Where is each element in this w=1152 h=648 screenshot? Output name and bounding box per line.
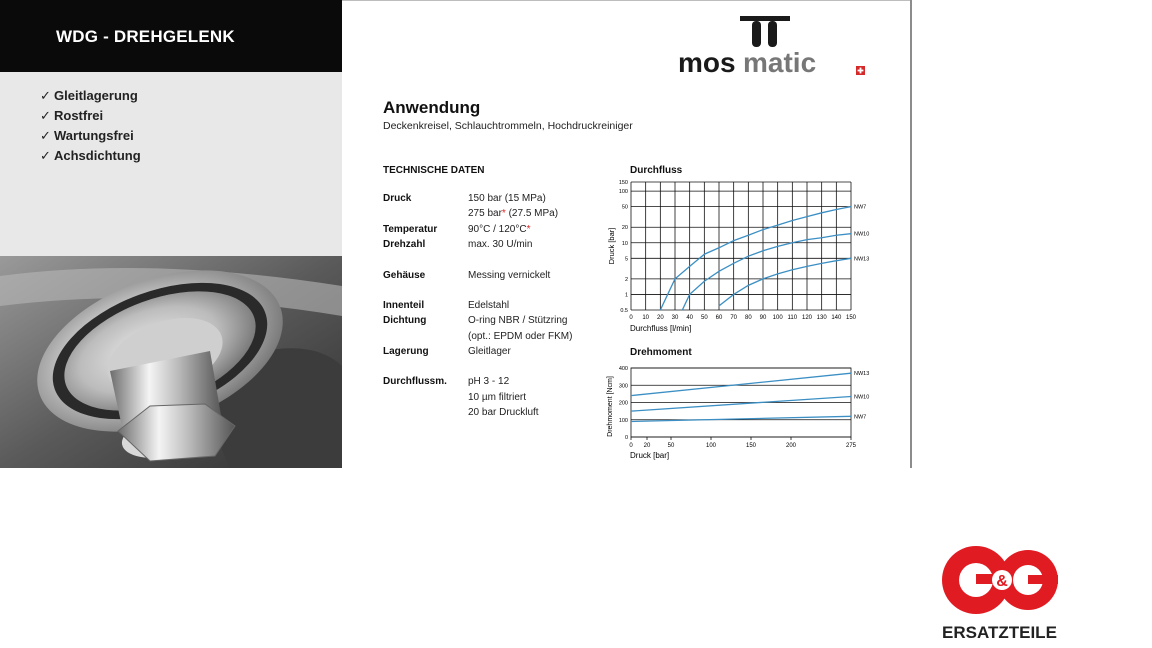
spec-value-durchfluss-1: pH 3 - 12: [468, 376, 510, 387]
sheet-top-border: [342, 0, 912, 1]
y-tick-label: 2: [624, 276, 628, 283]
y-tick-label: 100: [618, 189, 628, 196]
x-tick-label: 80: [744, 315, 752, 321]
spec-value-durchfluss-3: 20 bar Druckluft: [468, 407, 539, 418]
y-tick-label: 10: [621, 240, 628, 247]
x-tick-label: 130: [816, 315, 827, 321]
feature-item: [40, 126, 141, 146]
series-label: NW13: [854, 256, 870, 263]
spec-value-drehzahl: max. 30 U/min: [468, 239, 533, 250]
flow-chart-title: Durchfluss: [630, 165, 683, 176]
application-text: Deckenkreisel, Schlauchtrommeln, Hochdruckreiniger: [383, 120, 633, 132]
spec-label-lagerung: Lagerung: [383, 346, 429, 357]
x-tick-label: 110: [787, 315, 798, 321]
product-title-bar: [0, 0, 342, 72]
check-icon: ✓: [40, 128, 51, 143]
x-tick-label: 140: [831, 315, 842, 321]
check-icon: ✓: [40, 148, 51, 163]
x-tick-label: 30: [671, 315, 679, 321]
x-tick-label: 40: [686, 315, 694, 321]
sheet-right-border: [910, 0, 912, 468]
x-tick-label: 20: [656, 315, 664, 321]
x-tick-label: 150: [845, 315, 857, 321]
series-label: NW13: [854, 371, 870, 378]
x-tick-label: 20: [643, 443, 651, 449]
x-tick-label: 0: [629, 315, 633, 321]
mosmatic-logo: [676, 14, 866, 80]
gg-ampersand: &: [996, 573, 1008, 590]
feature-label: Rostfrei: [54, 108, 104, 123]
spec-label-durchfluss: Durchflussm.: [383, 376, 447, 387]
spec-value-druck-1: 150 bar (15 MPa): [468, 193, 546, 204]
x-tick-label: 50: [700, 315, 708, 321]
spec-value-dichtung-1: O-ring NBR / Stützring: [468, 315, 568, 326]
spec-label-temperatur: Temperatur: [383, 224, 438, 235]
x-axis-label: Durchfluss [l/min]: [630, 324, 692, 333]
spec-value-temperatur: 90°C / 120°C*: [468, 224, 531, 235]
y-tick-label: 50: [621, 204, 628, 211]
application-heading: Anwendung: [383, 98, 481, 117]
brand-name-dark: mos: [678, 47, 736, 78]
series-label: NW7: [854, 204, 867, 211]
y-tick-label: 20: [621, 225, 628, 232]
x-tick-label: 50: [667, 443, 675, 449]
y-tick-label: 400: [618, 366, 628, 372]
y-tick-label: 1: [624, 292, 628, 299]
check-icon: ✓: [40, 108, 51, 123]
gg-caption: ERSATZTEILE: [942, 623, 1057, 642]
series-line-nw13: [631, 373, 851, 395]
left-panel: [0, 0, 342, 256]
spec-value-druck-2: 275 bar* (27.5 MPa): [468, 208, 559, 219]
product-title: WDG - DREHGELENK: [56, 27, 235, 46]
series-line-nw13: [719, 258, 851, 306]
torque-chart: [600, 360, 880, 464]
feature-item: [40, 146, 141, 166]
x-tick-label: 200: [785, 443, 797, 449]
series-line-nw10: [682, 234, 851, 310]
spec-value-gehaeuse: Messing vernickelt: [468, 270, 551, 281]
y-tick-label: 300: [618, 383, 628, 390]
spec-label-innenteil: Innenteil: [383, 300, 425, 311]
spec-value-innenteil: Edelstahl: [468, 300, 510, 311]
spec-value-durchfluss-2: 10 µm filtriert: [468, 392, 526, 403]
y-tick-label: 150: [618, 180, 628, 186]
feature-item: [40, 86, 141, 106]
feature-item: [40, 106, 141, 126]
spec-label-gehaeuse: Gehäuse: [383, 270, 426, 281]
torque-chart-title: Drehmoment: [630, 347, 692, 358]
y-tick-label: 5: [624, 256, 628, 263]
y-tick-label: 100: [618, 417, 628, 424]
series-label: NW7: [854, 414, 867, 421]
spec-label-dichtung: Dichtung: [383, 315, 427, 326]
x-tick-label: 100: [705, 443, 717, 449]
series-label: NW10: [854, 394, 870, 401]
feature-label: Gleitlagerung: [54, 88, 138, 103]
y-tick-label: 200: [618, 400, 628, 407]
spec-value-lagerung: Gleitlager: [468, 346, 511, 357]
x-tick-label: 100: [772, 315, 783, 321]
technical-data-heading: TECHNISCHE DATEN: [383, 165, 485, 176]
flow-chart: [600, 176, 880, 334]
x-tick-label: 70: [730, 315, 738, 321]
series-label: NW10: [854, 231, 870, 238]
x-tick-label: 90: [759, 315, 767, 321]
y-axis-label: Druck [bar]: [607, 227, 616, 265]
feature-label: Achsdichtung: [54, 148, 141, 163]
x-tick-label: 10: [642, 315, 650, 321]
gg-ersatzteile-logo: [940, 542, 1062, 642]
brand-name-grey: matic: [743, 47, 817, 78]
spec-value-dichtung-2: (opt.: EPDM oder FKM): [468, 331, 573, 342]
spec-label-drehzahl: Drehzahl: [383, 239, 426, 250]
y-axis-label: Drehmoment [Ncm]: [607, 376, 614, 437]
feature-label: Wartungsfrei: [54, 128, 134, 143]
series-line-nw10: [631, 396, 851, 411]
feature-list: [40, 86, 141, 166]
spec-label-druck: Druck: [383, 193, 412, 204]
x-tick-label: 150: [745, 443, 757, 449]
product-photo: [0, 256, 342, 468]
x-tick-label: 0: [629, 443, 633, 449]
series-line-nw7: [631, 416, 851, 421]
y-tick-label: 0.5: [620, 308, 628, 314]
x-tick-label: 275: [845, 443, 857, 449]
x-axis-label: Druck [bar]: [630, 451, 670, 460]
check-icon: ✓: [40, 88, 51, 103]
x-tick-label: 60: [715, 315, 723, 321]
y-tick-label: 0: [624, 435, 628, 441]
x-tick-label: 120: [801, 315, 813, 321]
